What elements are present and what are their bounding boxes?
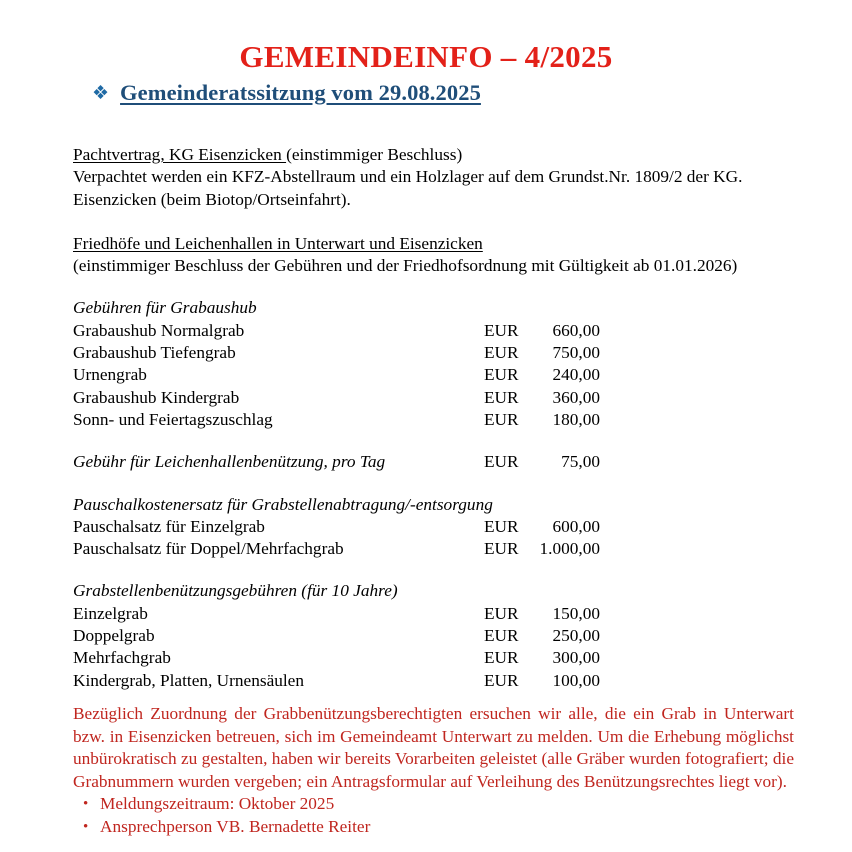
fee-amount: 360,00: [552, 387, 600, 407]
spacer: [73, 431, 794, 451]
table-row: [73, 342, 600, 364]
fee-currency: EUR: [484, 387, 519, 407]
fee-currency: EUR: [484, 648, 519, 668]
fee-amount: 1.000,00: [539, 539, 600, 559]
spacer: [73, 474, 794, 494]
table-row: [73, 409, 600, 431]
list-item: [73, 793, 794, 816]
fee-currency: EUR: [484, 603, 519, 623]
table-row: [73, 538, 600, 560]
table-row: [73, 603, 600, 625]
meeting-heading-text: Gemeinderatssitzung vom 29.08.2025: [120, 80, 481, 105]
fee-amount: 100,00: [552, 670, 600, 690]
bullet-icon: •: [83, 818, 89, 835]
spacer: [73, 277, 794, 297]
fee-label: Pauschalsatz für Doppel/Mehrfachgrab: [73, 539, 344, 559]
section-friedhoefe-heading: [73, 233, 794, 255]
fee-currency: EUR: [484, 670, 519, 690]
fee-label: Grabaushub Normalgrab: [73, 320, 245, 340]
section-pachtvertrag-body: Verpachtet werden ein KFZ-Abstellraum und ein Holzlager auf dem Grundst.Nr. 1809/2 der KG. Eisenzicken (beim Biotop/Ortseinfahrt).: [73, 167, 743, 209]
meeting-heading: [92, 80, 481, 106]
fee-currency: EUR: [484, 539, 519, 559]
fee-currency: EUR: [484, 343, 519, 363]
fee-group-heading-grabstellenbenuetzung: Grabstellenbenützungsgebühren (für 10 Jahre): [73, 581, 398, 601]
bullet-icon: •: [83, 796, 89, 813]
fee-amount: 750,00: [552, 343, 600, 363]
fee-label: Doppelgrab: [73, 626, 155, 646]
document-body: [73, 144, 794, 839]
fee-table-grabaushub: [73, 320, 600, 431]
fee-amount: 250,00: [552, 626, 600, 646]
fee-label: Grabaushub Tiefengrab: [73, 343, 236, 363]
fee-label: Gebühr für Leichenhallenbenützung, pro Tag: [73, 452, 386, 472]
fee-label: Sonn- und Feiertagszuschlag: [73, 409, 273, 429]
table-row: [73, 320, 600, 342]
section-friedhoefe-body: (einstimmiger Beschluss der Gebühren und der Friedhofsordnung mit Gültigkeit ab 01.01.2026): [73, 256, 738, 276]
spacer: [73, 211, 794, 233]
fee-label: Kindergrab, Platten, Urnensäulen: [73, 670, 304, 690]
fee-table-grabstellenbenuetzung: [73, 603, 600, 692]
fee-label: Einzelgrab: [73, 603, 148, 623]
fee-table-leichenhalle: [73, 451, 600, 473]
notice-list: [73, 793, 794, 838]
fee-table-pauschalkostenersatz: [73, 516, 600, 561]
fee-amount: 150,00: [552, 603, 600, 623]
fee-amount: 75,00: [561, 452, 600, 472]
fee-amount: 300,00: [552, 648, 600, 668]
fee-amount: 660,00: [552, 320, 600, 340]
section-pachtvertrag-heading-underlined: Pachtvertrag, KG Eisenzicken: [73, 145, 287, 164]
section-pachtvertrag-heading: [73, 144, 794, 166]
table-row: [73, 387, 600, 409]
list-item-label: Meldungszeitraum: Oktober 2025: [100, 794, 335, 814]
fee-currency: EUR: [484, 365, 519, 385]
table-row: [73, 364, 600, 386]
fee-currency: EUR: [484, 320, 519, 340]
fee-group-heading-pauschalkostenersatz: Pauschalkostenersatz für Grabstellenabtragung/-entsorgung: [73, 494, 493, 514]
list-item-label: Ansprechperson VB. Bernadette Reiter: [100, 816, 371, 836]
table-row: [73, 625, 600, 647]
document-title: GEMEINDEINFO – 4/2025: [239, 38, 613, 74]
fee-label: Grabaushub Kindergrab: [73, 387, 240, 407]
table-row: [73, 451, 600, 473]
fee-amount: 240,00: [552, 365, 600, 385]
diamond-bullet-icon: ❖: [92, 83, 110, 104]
section-pachtvertrag-heading-rest: (einstimmiger Beschluss): [286, 145, 463, 164]
section-friedhoefe-heading-underlined: Friedhöfe und Leichenhallen in Unterwart und Eisenzicken: [73, 233, 483, 253]
fee-currency: EUR: [484, 409, 519, 429]
spacer: [73, 692, 794, 703]
table-row: [73, 647, 600, 669]
fee-amount: 180,00: [552, 409, 600, 429]
fee-label: Urnengrab: [73, 365, 147, 385]
fee-currency: EUR: [484, 452, 519, 472]
table-row: [73, 670, 600, 692]
fee-currency: EUR: [484, 626, 519, 646]
spacer: [73, 560, 794, 580]
notice-paragraph: Bezüglich Zuordnung der Grabbenützungsberechtigten ersuchen wir alle, die ein Grab in Unterwart bzw. in Eisenzicken betreuen, sich im Gemeindeamt Unterwart zu melden. Um die Erhebung möglichst unbürokratisch zu gestalten, haben wir bereits Vorarbeiten geleistet (alle Gräber wurden fotografiert; die Grabnummern wurden vergeben; ein Antragsformular auf Verleihung des Benützungsrechtes liegt vor).: [73, 703, 794, 791]
fee-amount: 600,00: [552, 516, 600, 536]
table-row: [73, 516, 600, 538]
list-item: [73, 816, 794, 839]
fee-currency: EUR: [484, 516, 519, 536]
fee-label: Pauschalsatz für Einzelgrab: [73, 516, 265, 536]
fee-group-heading-grabaushub: Gebühren für Grabaushub: [73, 298, 257, 318]
fee-label: Mehrfachgrab: [73, 648, 171, 668]
